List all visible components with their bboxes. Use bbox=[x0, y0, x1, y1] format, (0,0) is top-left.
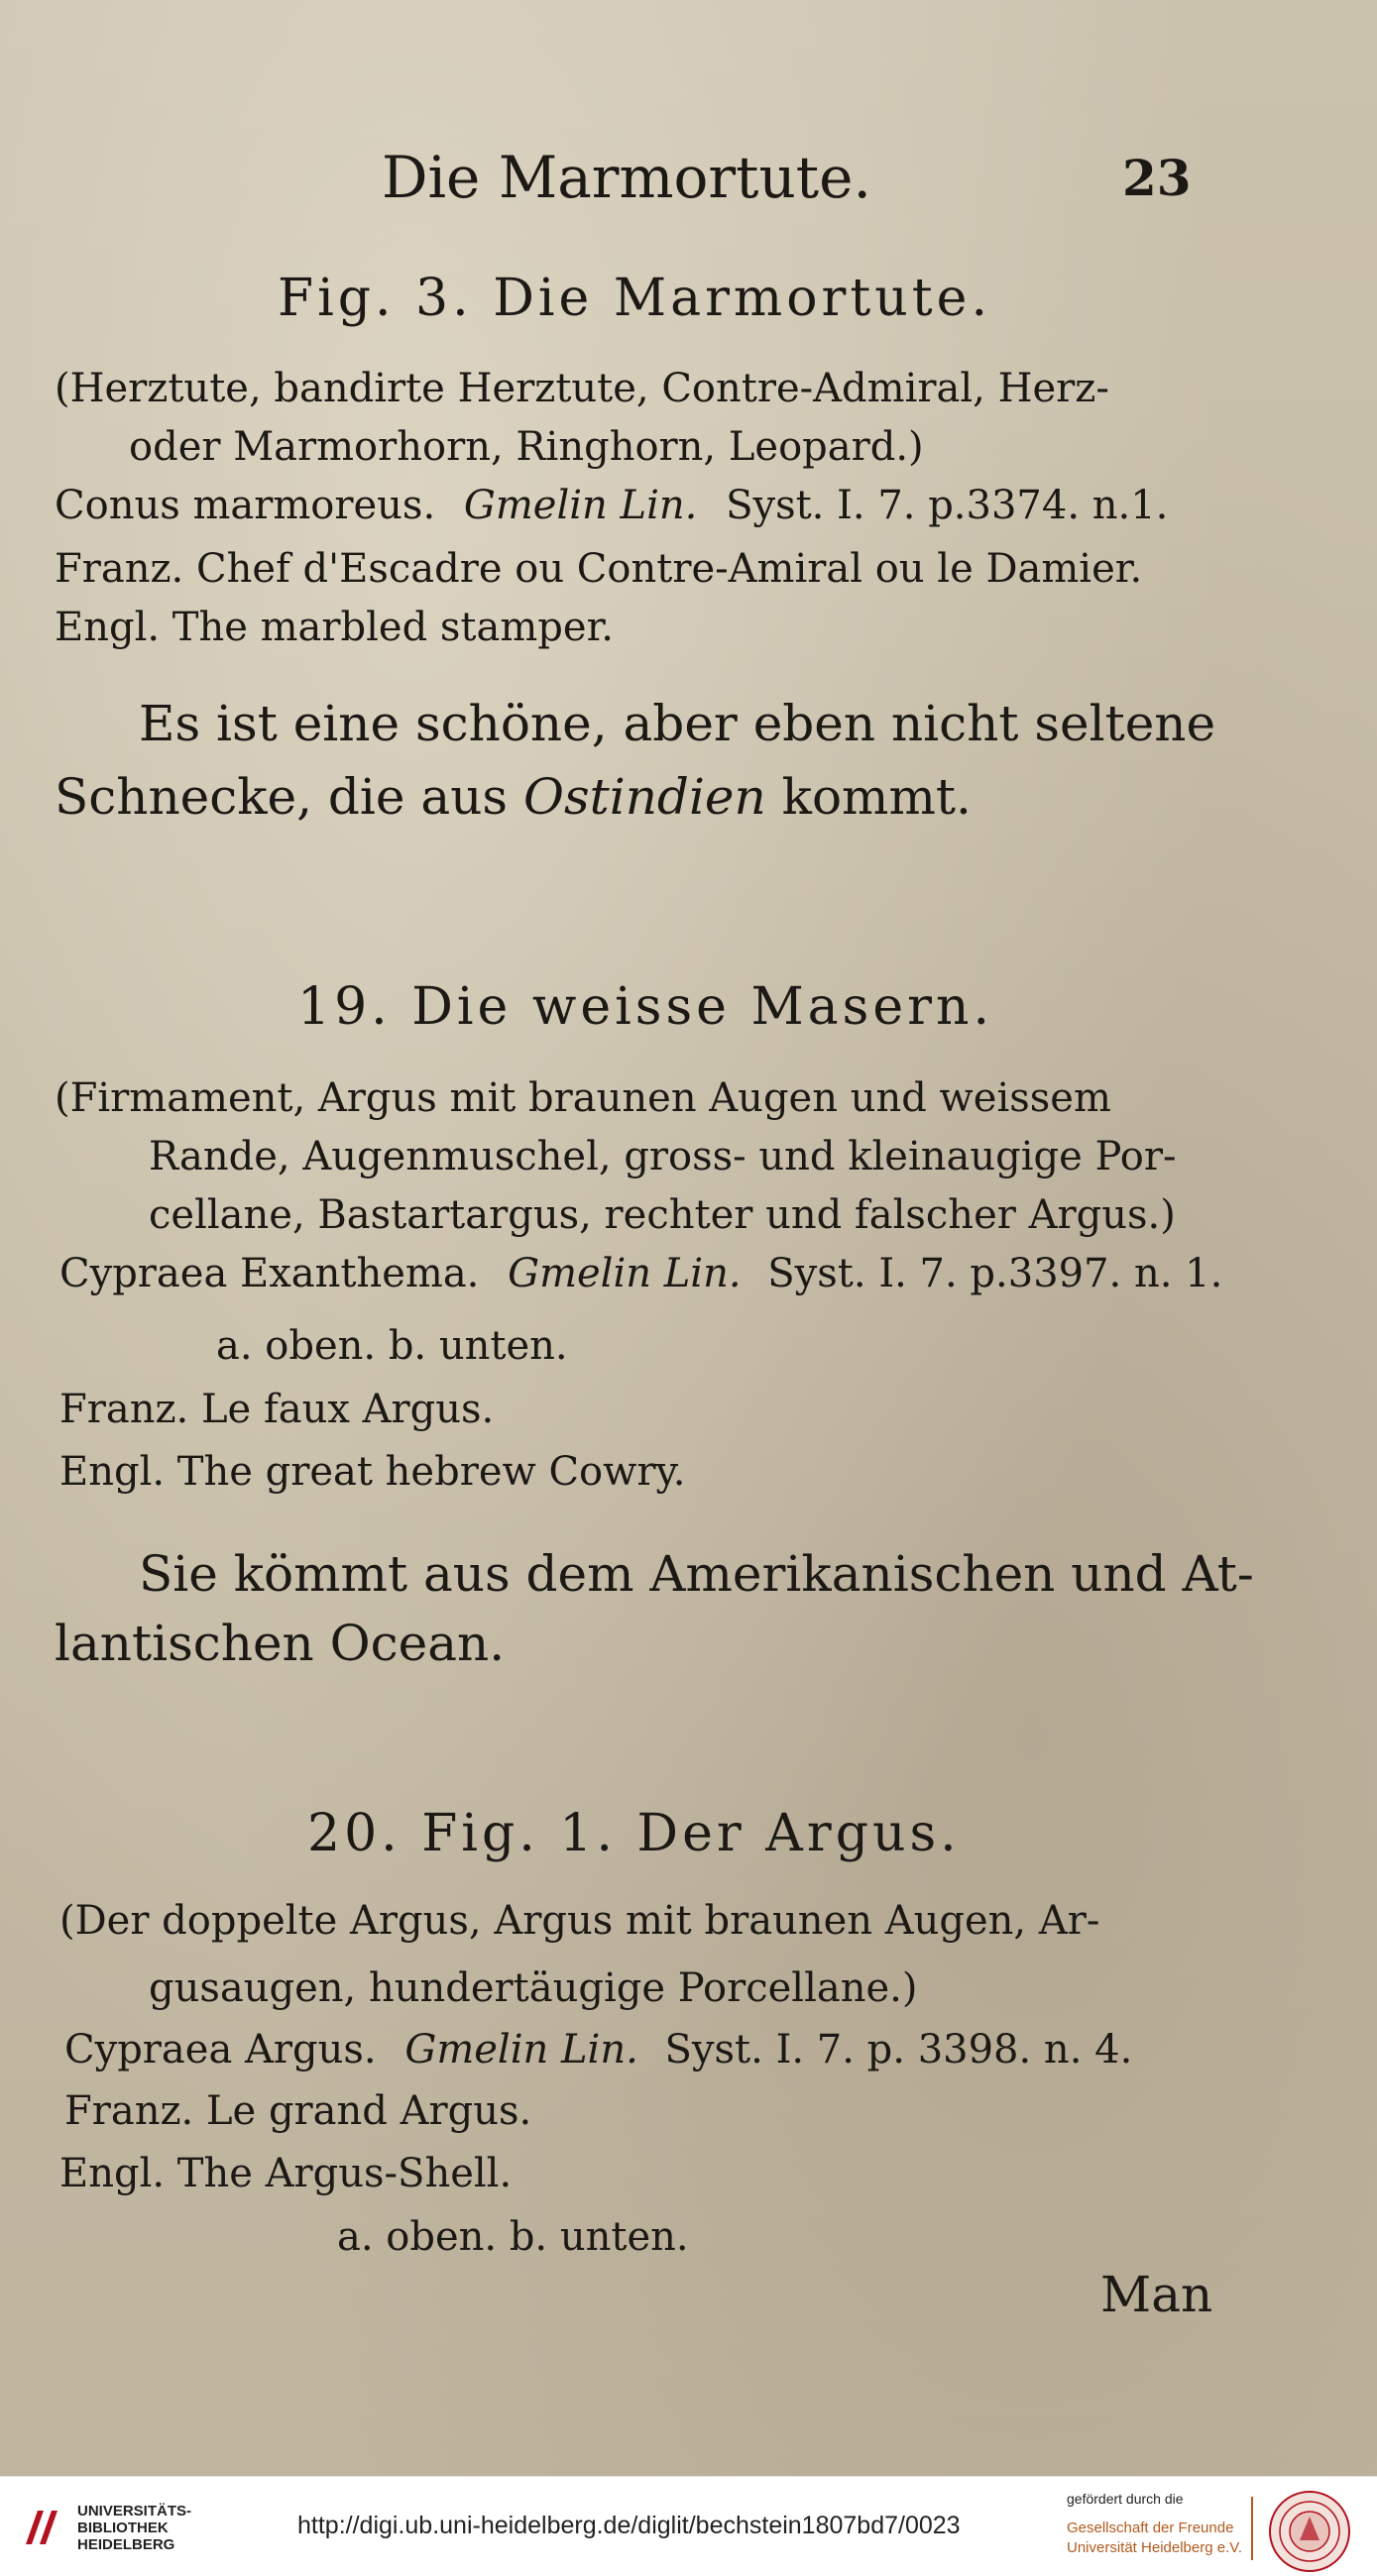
synonyms-line: (Der doppelte Argus, Argus mit braunen Augen, Ar- bbox=[59, 1898, 1100, 1944]
species-line bbox=[59, 1251, 1223, 1296]
university-seal-icon bbox=[1267, 2489, 1352, 2574]
citation-author: Gmelin Lin. bbox=[404, 2027, 638, 2072]
page-number: 23 bbox=[1122, 149, 1192, 207]
synonyms-line: cellane, Bastartargus, rechter und falscher Argus.) bbox=[149, 1192, 1176, 1238]
society-name: Gesellschaft der Freunde Universität Heidelberg e.V. bbox=[1067, 2520, 1243, 2556]
french-name-line: Franz. Chef d'Escadre ou Contre-Amiral ou le Damier. bbox=[55, 546, 1143, 592]
french-name-line: Franz. Le faux Argus. bbox=[59, 1387, 495, 1432]
species-line bbox=[64, 2027, 1133, 2072]
paragraph-text: kommt. bbox=[781, 768, 972, 826]
source-url-link[interactable]: http://digi.ub.uni-heidelberg.de/diglit/bechstein1807bd7/0023 bbox=[297, 2512, 961, 2539]
citation-ref: Syst. I. 7. p.3397. n. 1. bbox=[767, 1251, 1223, 1296]
species-name: Conus marmoreus. bbox=[55, 483, 436, 528]
french-name-line: Franz. Le grand Argus. bbox=[64, 2088, 532, 2134]
synonyms-line: gusaugen, hundertäugige Porcellane.) bbox=[149, 1965, 918, 2011]
species-name: Cypraea Exanthema. bbox=[59, 1251, 480, 1296]
paragraph-line: Sie kömmt aus dem Amerikanischen und At- bbox=[139, 1545, 1254, 1603]
section-heading-masern: 19. Die weisse Masern. bbox=[297, 977, 994, 1037]
section-heading-marmortute: Fig. 3. Die Marmortute. bbox=[278, 269, 991, 328]
citation-author: Gmelin Lin. bbox=[508, 1251, 742, 1296]
synonyms-line: Rande, Augenmuschel, gross- und kleinaugige Por- bbox=[149, 1134, 1177, 1179]
paragraph-line: lantischen Ocean. bbox=[55, 1615, 506, 1672]
paragraph-line bbox=[55, 768, 972, 826]
running-title: Die Marmortute. bbox=[382, 144, 871, 211]
synonyms-line: oder Marmorhorn, Ringhorn, Leopard.) bbox=[129, 424, 924, 470]
digitization-footer bbox=[0, 2476, 1377, 2576]
catchword: Man bbox=[1100, 2266, 1213, 2323]
paragraph-text: Schnecke, die aus bbox=[55, 768, 509, 826]
synonyms-line: (Herztute, bandirte Herztute, Contre-Admiral, Herz- bbox=[55, 366, 1109, 411]
place-name: Ostindien bbox=[523, 768, 766, 826]
english-name-line: Engl. The great hebrew Cowry. bbox=[59, 1449, 686, 1495]
footer-divider bbox=[1251, 2497, 1253, 2560]
english-name-line: Engl. The Argus-Shell. bbox=[59, 2151, 513, 2196]
paragraph-line: Es ist eine schöne, aber eben nicht seltene bbox=[139, 695, 1216, 752]
species-line bbox=[55, 483, 1169, 528]
species-name: Cypraea Argus. bbox=[64, 2027, 377, 2072]
figure-views-line: a. oben. b. unten. bbox=[216, 1323, 568, 1369]
citation-ref: Syst. I. 7. p. 3398. n. 4. bbox=[664, 2027, 1133, 2072]
citation-ref: Syst. I. 7. p.3374. n.1. bbox=[726, 483, 1169, 528]
figure-views-line: a. oben. b. unten. bbox=[337, 2214, 689, 2260]
citation-author: Gmelin Lin. bbox=[463, 483, 698, 528]
synonyms-line: (Firmament, Argus mit braunen Augen und weissem bbox=[55, 1075, 1111, 1121]
university-library-logo-icon bbox=[18, 2505, 63, 2550]
supported-by-label: gefördert durch die bbox=[1067, 2491, 1184, 2507]
section-heading-argus: 20. Fig. 1. Der Argus. bbox=[307, 1804, 961, 1863]
english-name-line: Engl. The marbled stamper. bbox=[55, 605, 615, 650]
library-name: UNIVERSITÄTS- BIBLIOTHEK HEIDELBERG bbox=[77, 2503, 192, 2553]
